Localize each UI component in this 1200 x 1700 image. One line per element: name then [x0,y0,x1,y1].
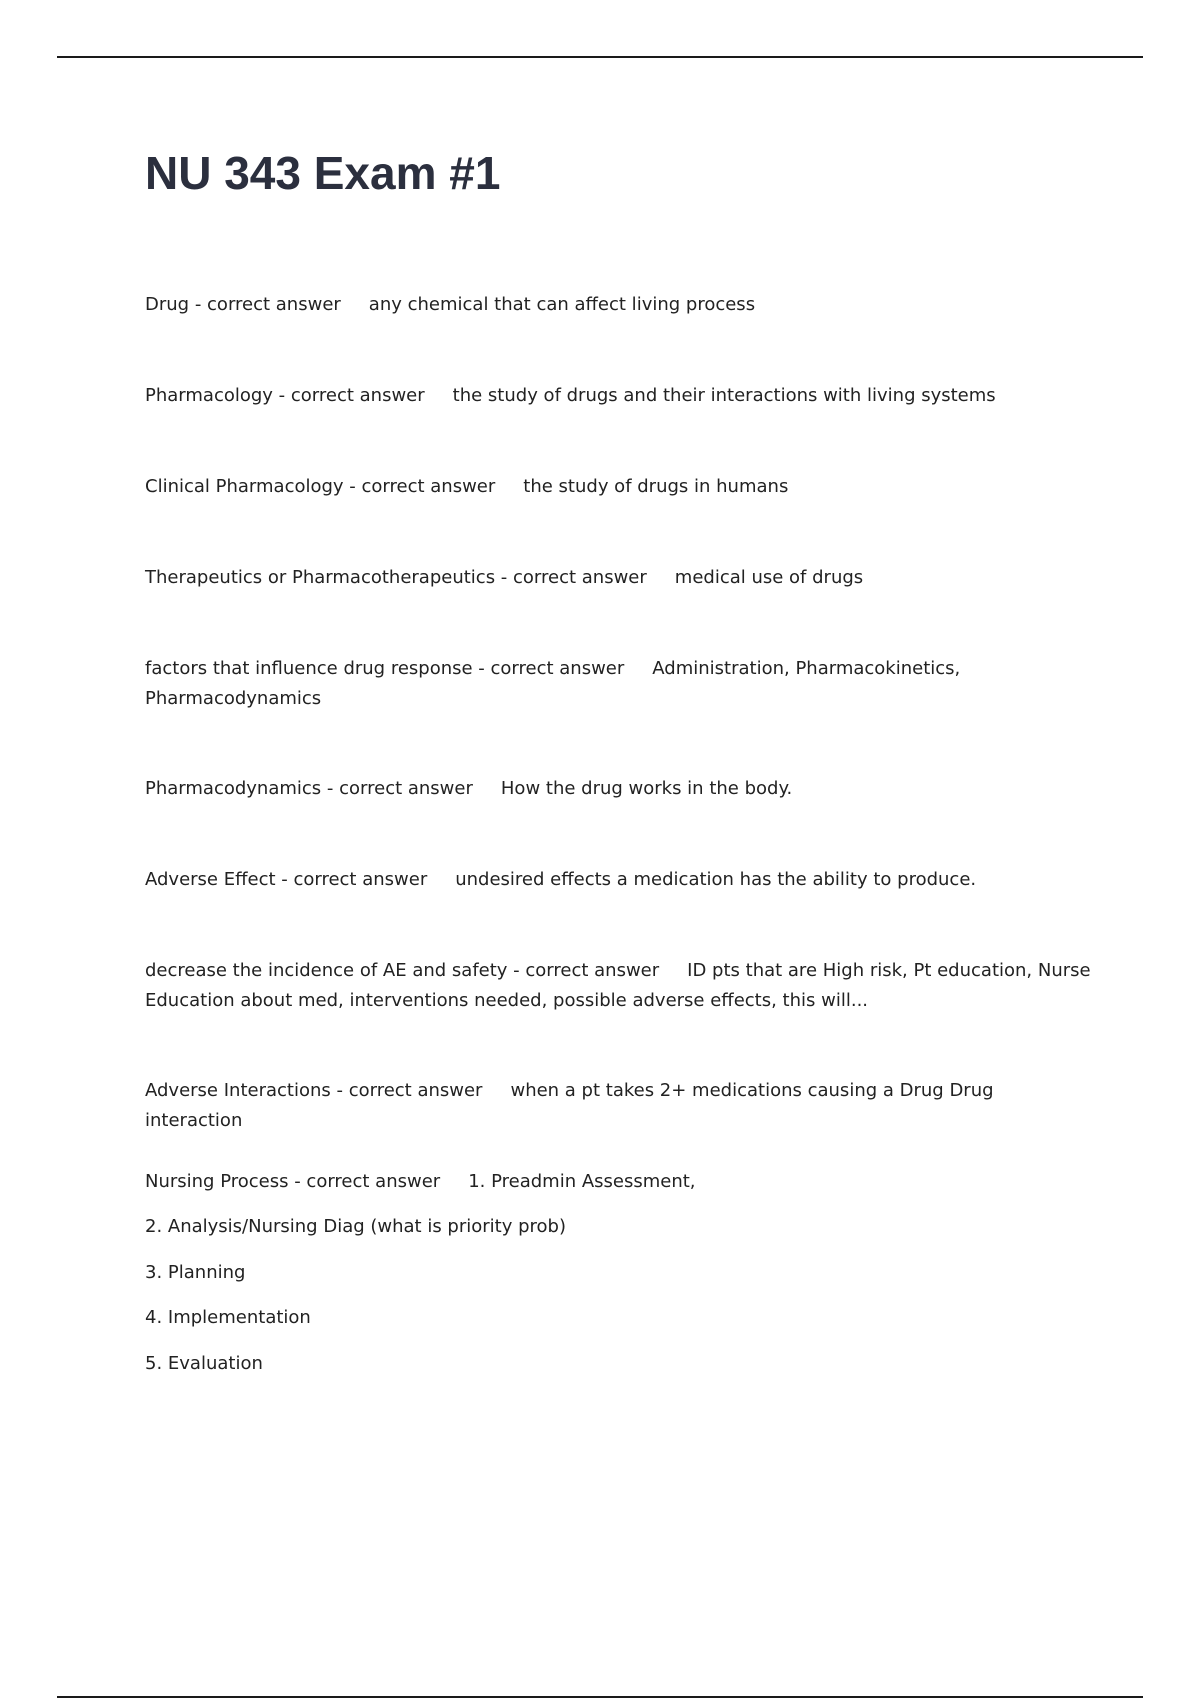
card-term: Adverse Interactions - correct answer [145,1080,483,1101]
nursing-step: 5. Evaluation [145,1353,263,1374]
nursing-step: 2. Analysis/Nursing Diag (what is priority prob) [145,1216,566,1237]
page-title: NU 343 Exam #1 [145,147,501,199]
flashcard [145,472,1095,502]
card-definition: any chemical that can affect living process [368,294,756,315]
flashcard [145,563,1095,593]
card-definition: 1. Preadmin Assessment, [468,1171,696,1192]
card-definition: the study of drugs and their interactions with living systems [452,385,996,406]
flashcard [145,381,1095,411]
flashcard [145,290,1095,320]
card-definition: How the drug works in the body. [500,778,793,799]
nursing-step: 3. Planning [145,1262,246,1283]
card-definition: when a pt takes 2+ medications causing a Drug Drug interaction [145,1080,994,1131]
flashcard [145,1076,1095,1136]
card-term: Clinical Pharmacology - correct answer [145,476,496,497]
card-definition: ID pts that are High risk, Pt education, Nurse Education about med, interventions needed, possible adverse effects, this will... [145,960,1091,1011]
card-term: Adverse Effect - correct answer [145,869,428,890]
card-definition: medical use of drugs [674,567,864,588]
flashcard [145,654,1095,714]
card-term: Therapeutics or Pharmacotherapeutics - correct answer [145,567,647,588]
flashcard [145,865,1095,895]
card-term: decrease the incidence of AE and safety - correct answer [145,960,660,981]
flashcard [145,1167,1095,1197]
bottom-rule [57,1696,1143,1698]
nursing-step: 4. Implementation [145,1307,311,1328]
card-term: Pharmacology - correct answer [145,385,425,406]
card-term: Drug - correct answer [145,294,341,315]
card-definition: the study of drugs in humans [523,476,789,497]
card-term: Pharmacodynamics - correct answer [145,778,473,799]
card-term: factors that influence drug response - correct answer [145,658,625,679]
card-definition: undesired effects a medication has the ability to produce. [455,869,977,890]
card-term: Nursing Process - correct answer [145,1171,441,1192]
flashcard [145,956,1095,1016]
flashcard [145,774,1095,804]
card-definition: Administration, Pharmacokinetics, Pharmacodynamics [145,658,961,709]
top-rule [57,56,1143,58]
